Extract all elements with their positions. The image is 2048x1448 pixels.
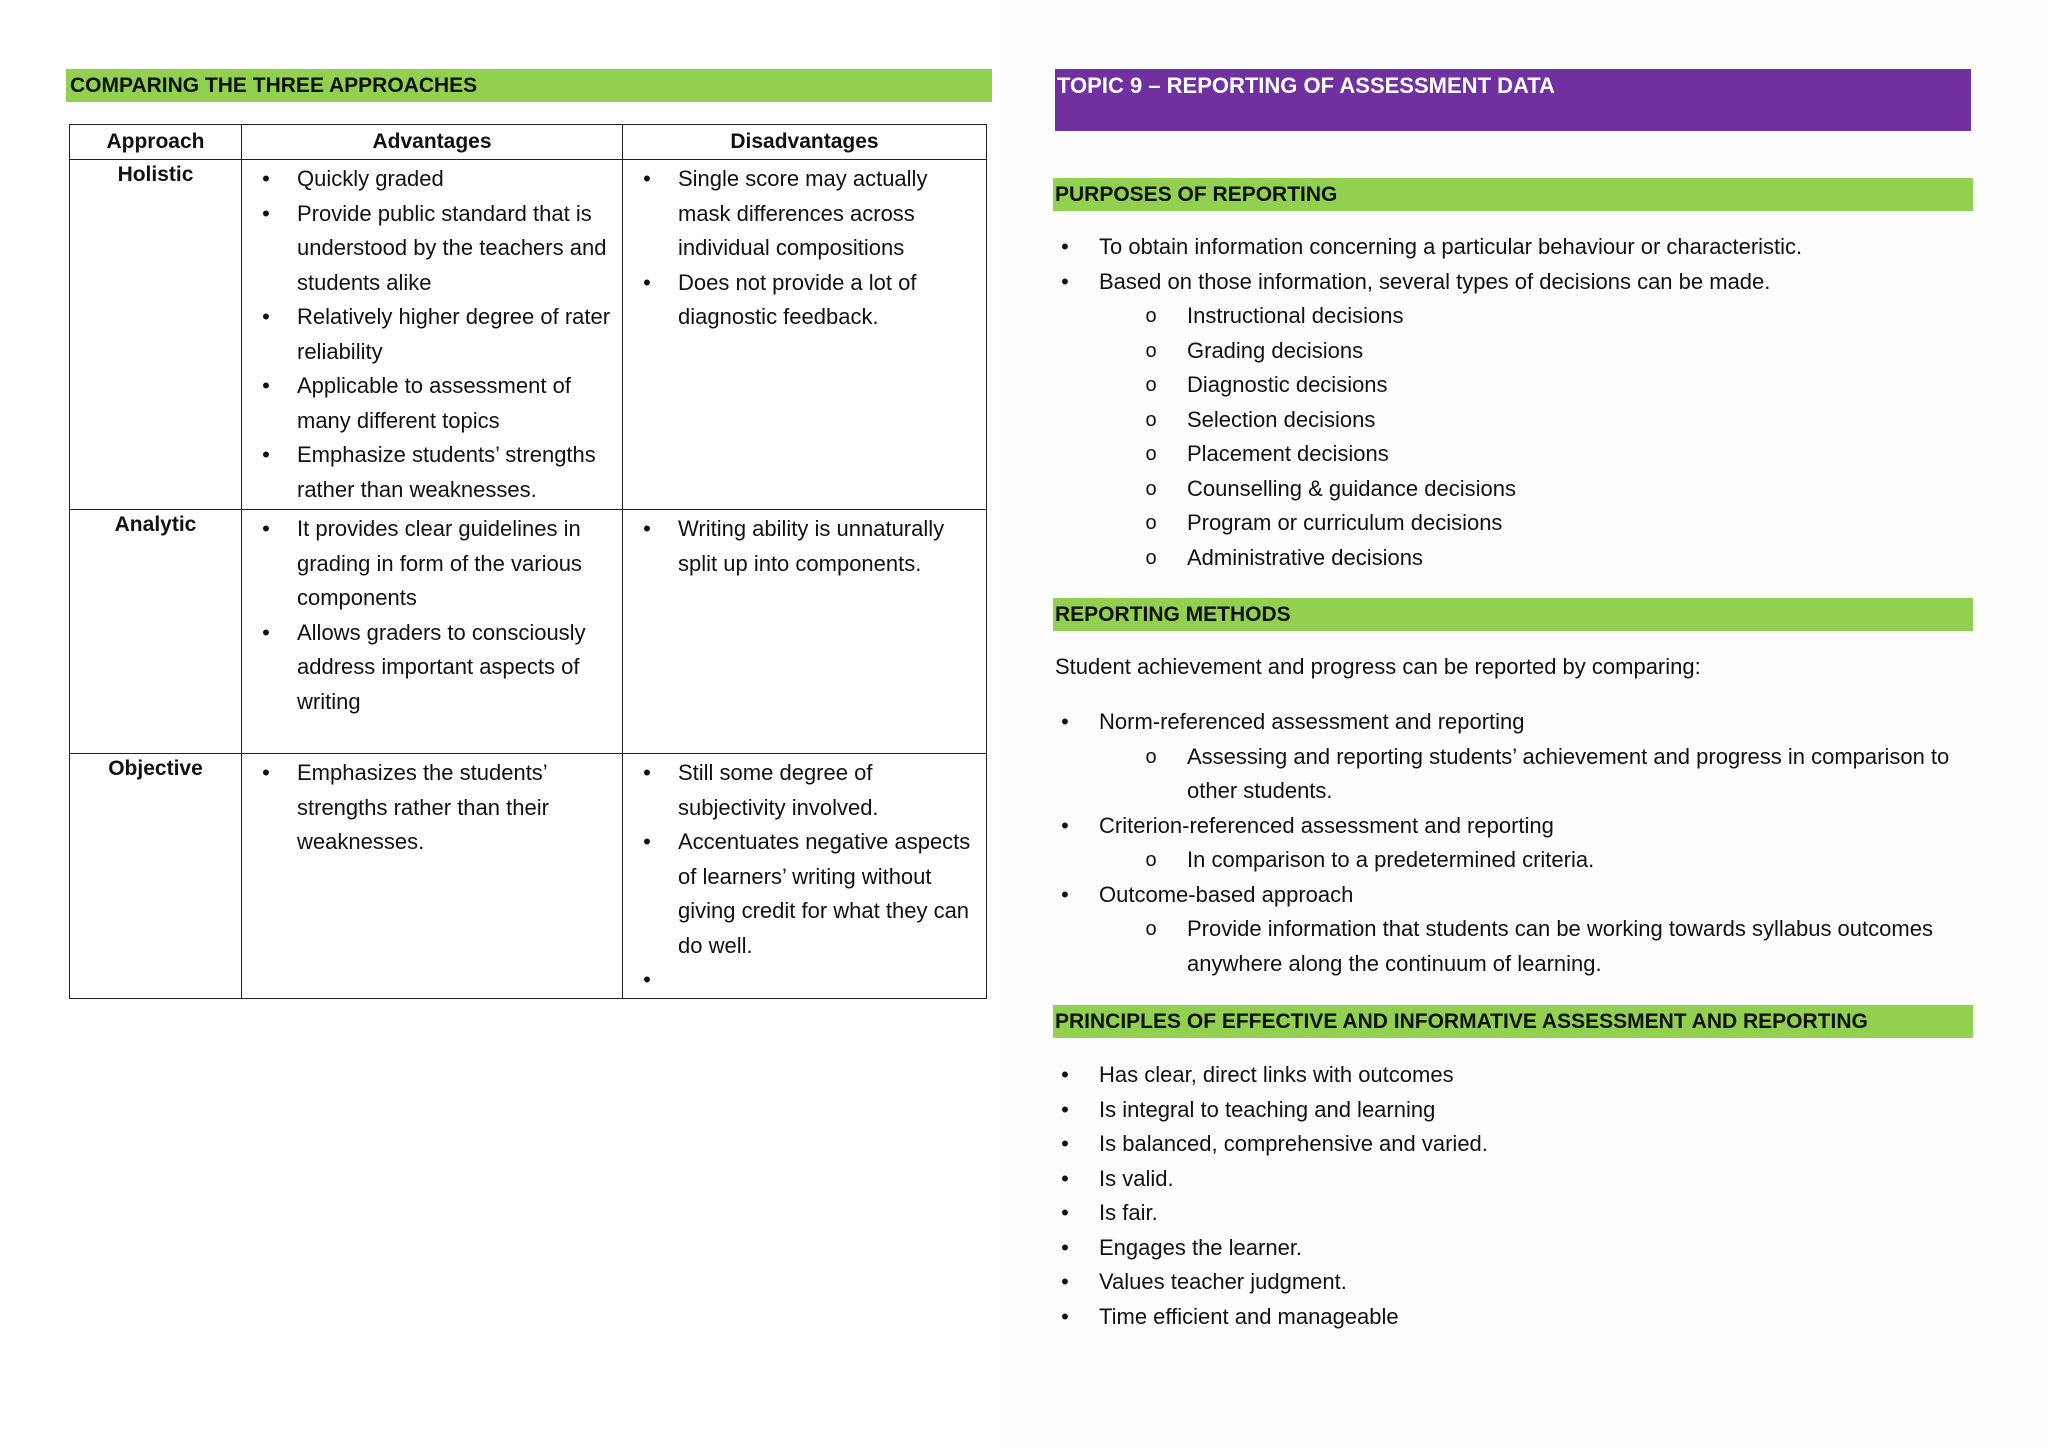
circle-bullet-icon: o <box>1145 374 1157 396</box>
bullet-icon: • <box>1061 1269 1069 1294</box>
bullet-icon: • <box>643 967 651 992</box>
sub-list-item: o Grading decisions <box>1055 334 1977 369</box>
bullet-icon: • <box>1061 1062 1069 1087</box>
bullet-icon: • <box>1061 234 1069 259</box>
right-column <box>1055 69 1977 1329</box>
list-item: • Time efficient and manageable <box>1055 1300 1977 1335</box>
sub-list-item: o Provide information that students can be working towards syllabus outcomes anywhere along the continuum of learning. <box>1055 912 1977 981</box>
sub-list-item: o Program or curriculum decisions <box>1055 506 1977 541</box>
circle-bullet-icon: o <box>1145 408 1157 431</box>
table-row-holistic <box>70 160 987 510</box>
bullet-icon: • <box>643 829 651 854</box>
table-row-analytic <box>70 510 987 754</box>
bullet-icon: • <box>643 166 651 191</box>
circle-bullet-icon: o <box>1145 512 1157 534</box>
circle-bullet-icon: o <box>1145 443 1157 465</box>
list-item: • Is fair. <box>1055 1196 1977 1231</box>
circle-bullet-icon: o <box>1145 339 1157 362</box>
approach-cell: Objective <box>70 754 242 999</box>
disadvantages-cell <box>623 160 987 510</box>
list-item: • To obtain information concerning a particular behaviour or characteristic. <box>1055 230 1977 265</box>
list-item: • Engages the learner. <box>1055 1231 1977 1266</box>
circle-bullet-icon: o <box>1145 849 1157 871</box>
table-header-row <box>70 125 987 160</box>
list-item: • Has clear, direct links with outcomes <box>1055 1058 1977 1093</box>
bullet-icon: • <box>1061 1303 1069 1329</box>
reporting-methods-heading: REPORTING METHODS <box>1053 598 1973 631</box>
bullet-icon: • <box>1061 881 1069 907</box>
table-row-objective <box>70 754 987 999</box>
bullet-icon: • <box>643 516 651 541</box>
bullet-icon: • <box>262 442 270 467</box>
sub-list-item: o Selection decisions <box>1055 403 1977 438</box>
list-item <box>623 963 986 998</box>
sub-list-item: o Placement decisions <box>1055 437 1977 472</box>
circle-bullet-icon: o <box>1145 477 1157 500</box>
bullet-icon: • <box>1061 1131 1069 1156</box>
bullet-icon: • <box>262 166 270 191</box>
circle-bullet-icon: o <box>1145 305 1157 327</box>
header-disadvantages: Disadvantages <box>623 125 987 160</box>
list-item: • Quickly graded <box>242 162 622 197</box>
bullet-icon: • <box>1061 709 1069 734</box>
list-item: • Outcome-based approach <box>1055 878 1977 913</box>
bullet-icon: • <box>262 200 270 226</box>
list-item: • Provide public standard that is understood by the teachers and students alike <box>242 197 622 301</box>
list-item: • Emphasizes the students’ strengths rather than their weaknesses. <box>242 756 622 860</box>
header-advantages: Advantages <box>242 125 623 160</box>
sub-list-item: o Administrative decisions <box>1055 541 1977 576</box>
bullet-icon: • <box>262 760 270 785</box>
list-item: • Writing ability is unnaturally split up into components. <box>623 512 986 581</box>
list-item: • Emphasize students’ strengths rather than weaknesses. <box>242 438 622 507</box>
bullet-icon: • <box>643 760 651 785</box>
bullet-icon: • <box>262 619 270 645</box>
bullet-icon: • <box>1061 1096 1069 1122</box>
approach-cell: Analytic <box>70 510 242 754</box>
methods-list <box>1055 705 1977 981</box>
principles-list <box>1055 1058 1977 1334</box>
topic-title: TOPIC 9 – REPORTING OF ASSESSMENT DATA <box>1055 69 1971 131</box>
comparing-approaches-heading: COMPARING THE THREE APPROACHES <box>66 69 992 102</box>
list-item: • Still some degree of subjectivity involved. <box>623 756 986 825</box>
approach-cell: Holistic <box>70 160 242 510</box>
disadvantages-cell <box>623 754 987 999</box>
bullet-icon: • <box>262 304 270 329</box>
left-column <box>66 69 992 992</box>
advantages-cell <box>242 510 623 754</box>
bullet-icon: • <box>1061 812 1069 838</box>
bullet-icon: • <box>1061 1165 1069 1191</box>
list-item: • Is balanced, comprehensive and varied. <box>1055 1127 1977 1162</box>
list-item: • It provides clear guidelines in grading in form of the various components <box>242 512 622 616</box>
circle-bullet-icon: o <box>1145 745 1157 768</box>
header-approach: Approach <box>70 125 242 160</box>
sub-list-item: o Assessing and reporting students’ achievement and progress in comparison to other students. <box>1055 740 1977 809</box>
purposes-list <box>1055 230 1977 575</box>
principles-heading: PRINCIPLES OF EFFECTIVE AND INFORMATIVE ASSESSMENT AND REPORTING <box>1053 1005 1973 1038</box>
bullet-icon: • <box>1061 1200 1069 1225</box>
list-item: • Relatively higher degree of rater reliability <box>242 300 622 369</box>
purposes-heading: PURPOSES OF REPORTING <box>1053 178 1973 211</box>
list-item: • Allows graders to consciously address important aspects of writing <box>242 616 622 720</box>
sub-list-item: o Instructional decisions <box>1055 299 1977 334</box>
list-item: • Values teacher judgment. <box>1055 1265 1977 1300</box>
list-item: • Is integral to teaching and learning <box>1055 1093 1977 1128</box>
disadvantages-cell <box>623 510 987 754</box>
list-item: • Based on those information, several types of decisions can be made. <box>1055 265 1977 300</box>
circle-bullet-icon: o <box>1145 546 1157 569</box>
list-item: • Norm-referenced assessment and reporting <box>1055 705 1977 740</box>
methods-intro: Student achievement and progress can be reported by comparing: <box>1055 654 1701 679</box>
list-item: • Accentuates negative aspects of learners’ writing without giving credit for what they can do well. <box>623 825 986 963</box>
bullet-icon: • <box>262 516 270 541</box>
advantages-cell <box>242 160 623 510</box>
list-item: • Applicable to assessment of many different topics <box>242 369 622 438</box>
list-item: • Criterion-referenced assessment and reporting <box>1055 809 1977 844</box>
approaches-table <box>69 124 987 999</box>
bullet-icon: • <box>262 373 270 398</box>
bullet-icon: • <box>1061 1234 1069 1260</box>
advantages-cell <box>242 754 623 999</box>
bullet-icon: • <box>643 269 651 295</box>
list-item: • Single score may actually mask differences across individual compositions <box>623 162 986 266</box>
sub-list-item: o Counselling & guidance decisions <box>1055 472 1977 507</box>
bullet-icon: • <box>1061 268 1069 294</box>
list-item: • Is valid. <box>1055 1162 1977 1197</box>
list-item: • Does not provide a lot of diagnostic feedback. <box>623 266 986 335</box>
sub-list-item: o Diagnostic decisions <box>1055 368 1977 403</box>
sub-list-item: o In comparison to a predetermined criteria. <box>1055 843 1977 878</box>
circle-bullet-icon: o <box>1145 918 1157 940</box>
